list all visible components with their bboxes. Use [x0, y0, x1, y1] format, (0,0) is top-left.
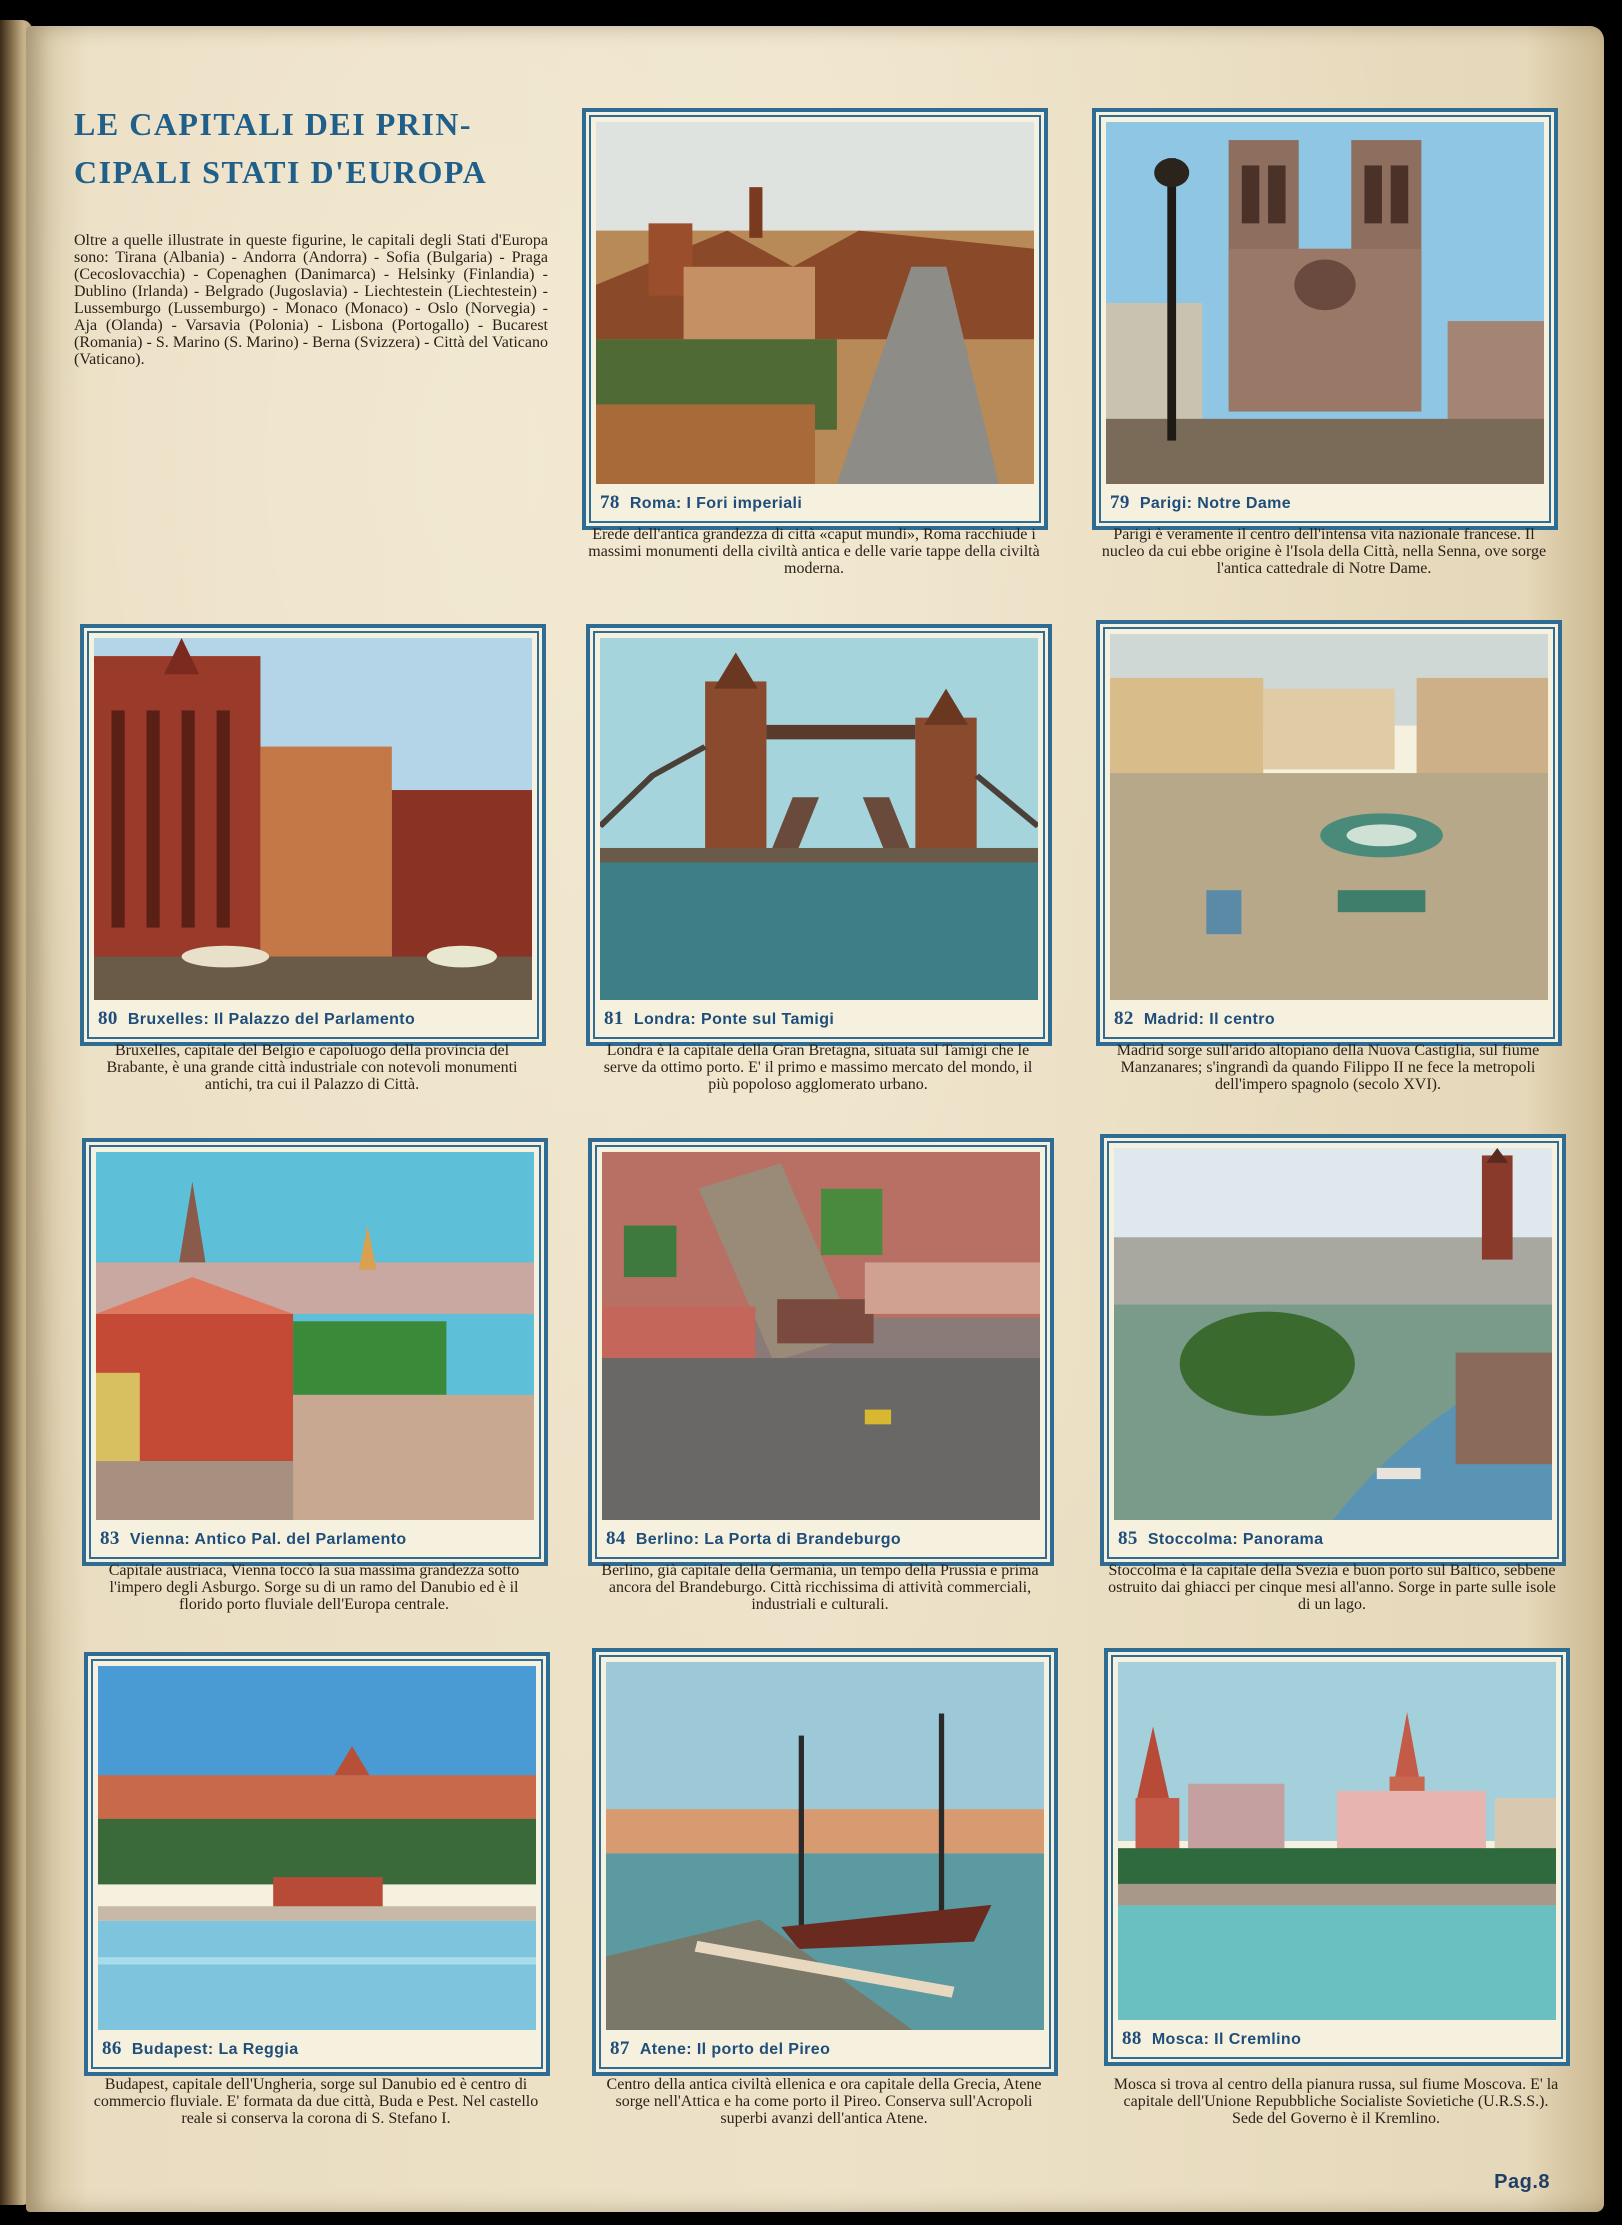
- description-79: Parigi è veramente il centro dell'intensa vita nazionale francese. Il nucleo da cui ebbe origine è l'Isola della Città, nella Senna, ove sorge l'antica cattedrale di Notre Dame.: [1101, 526, 1547, 577]
- sticker-card-88: [1104, 1648, 1570, 2066]
- sticker-caption: [1122, 2024, 1556, 2054]
- sticker-caption: [600, 488, 1034, 518]
- sticker-caption: [604, 1004, 1038, 1034]
- sticker-photo-budapest: [98, 1666, 536, 2030]
- sticker-card-87: [592, 1648, 1058, 2076]
- album-page: [26, 26, 1604, 2212]
- sticker-title: Parigi: Notre Dame: [1139, 495, 1292, 512]
- description-84: Berlino, già capitale della Germania, un tempo della Prussia e prima ancora del Brandeburgo. Città ricchissima di attività commerciali, industriali e culturali.: [601, 1562, 1039, 1613]
- sticker-caption: [1118, 1524, 1552, 1554]
- sticker-number: 86: [102, 2038, 122, 2059]
- sticker-title: Mosca: Il Cremlino: [1151, 2031, 1302, 2048]
- sticker-caption: [1114, 1004, 1548, 1034]
- sticker-number: 82: [1114, 1008, 1134, 1029]
- description-78: Erede dell'antica grandezza di città «caput mundi», Roma racchiude i massimi monumenti della civiltà antica e delle varie tappe della civiltà moderna.: [588, 526, 1040, 577]
- sticker-card-86: [84, 1652, 550, 2076]
- sticker-photo-brussels: [94, 638, 532, 1000]
- sticker-title: Berlino: La Porta di Brandeburgo: [635, 1531, 902, 1548]
- sticker-photo-moscow: [1118, 1662, 1556, 2020]
- sticker-caption: [606, 1524, 1040, 1554]
- sticker-title: Londra: Ponte sul Tamigi: [633, 1011, 835, 1028]
- description-80: Bruxelles, capitale del Belgio e capoluogo della provincia del Brabante, è una grande città industriale con notevoli monumenti antichi, tra cui il Palazzo di Città.: [106, 1042, 518, 1093]
- sticker-number: 83: [100, 1528, 120, 1549]
- sticker-card-79: [1092, 108, 1558, 530]
- sticker-title: Bruxelles: Il Palazzo del Parlamento: [127, 1011, 416, 1028]
- sticker-title: Roma: I Fori imperiali: [629, 495, 803, 512]
- sticker-title: Budapest: La Reggia: [131, 2041, 299, 2058]
- description-87: Centro della antica civiltà ellenica e ora capitale della Grecia, Atene sorge nell'Attica e ha come porto il Pireo. Conserva sull'Acropoli superbi avanzi dell'antica Atene.: [606, 2076, 1042, 2127]
- sticker-number: 87: [610, 2038, 630, 2059]
- sticker-caption: [100, 1524, 534, 1554]
- sticker-title: Madrid: Il centro: [1143, 1011, 1276, 1028]
- sticker-photo-vienna: [96, 1152, 534, 1520]
- sticker-title: Stoccolma: Panorama: [1147, 1531, 1324, 1548]
- description-88: Mosca si trova al centro della pianura russa, sul fiume Moscova. E' la capitale dell'Unione Repubbliche Socialiste Sovietiche (U.R.S.S.). Sede del Governo è il Kremlino.: [1113, 2076, 1559, 2127]
- sticker-caption: [610, 2034, 1044, 2064]
- sticker-caption: [1110, 488, 1544, 518]
- sticker-photo-rome: [596, 122, 1034, 484]
- sticker-card-82: [1096, 620, 1562, 1046]
- sticker-photo-athens: [606, 1662, 1044, 2030]
- sticker-caption: [98, 1004, 532, 1034]
- description-81: Londra è la capitale della Gran Bretagna, situata sul Tamigi che le serve da ottimo porto. E' il primo e massimo mercato del mondo, il più popoloso agglomerato urbano.: [603, 1042, 1033, 1093]
- sticker-card-78: [582, 108, 1048, 530]
- description-83: Capitale austriaca, Vienna toccò la sua massima grandezza sotto l'impero degli Asburgo. Sorge su di un ramo del Danubio ed è il florido porto fluviale dell'Europa centrale.: [108, 1562, 520, 1613]
- sticker-number: 81: [604, 1008, 624, 1029]
- description-85: Stoccolma è la capitale della Svezia e buon porto sul Baltico, sebbene ostruito dai ghiacci per cinque mesi all'anno. Sorge in parte sulle isole di un lago.: [1108, 1562, 1556, 1613]
- sticker-card-81: [586, 624, 1052, 1046]
- sticker-photo-madrid: [1110, 634, 1548, 1000]
- intro-text: Oltre a quelle illustrate in queste figurine, le capitali degli Stati d'Europa sono: Tirana (Albania) - Andorra (Andorra) - Sofia (Bulgaria) - Praga (Cecoslovacchia) - Copenaghen (Danimarca) - Helsinky (Finlandia) - Dublino (Irlanda) - Belgrado (Jugoslavia) - Liechtestein (Liechtestein) - Lussemburgo (Lussemburgo) - Monaco (Monaco) - Oslo (Norvegia) - Aja (Olanda) - Varsavia (Polonia) - Lisbona (Portogallo) - Bucarest (Romania) - S. Marino (S. Marino) - Berna (Svizzera) - Città del Vaticano (Vaticano).: [74, 232, 548, 368]
- sticker-number: 88: [1122, 2028, 1142, 2049]
- sticker-number: 78: [600, 492, 620, 513]
- sticker-photo-paris: [1106, 122, 1544, 484]
- sticker-photo-stockholm: [1114, 1148, 1552, 1520]
- description-86: Budapest, capitale dell'Ungheria, sorge sul Danubio ed è centro di commercio fluviale. E' formata da due città, Buda e Pest. Nel castello reale si conserva la corona di S. Stefano I.: [93, 2076, 539, 2127]
- sticker-number: 79: [1110, 492, 1130, 513]
- sticker-card-83: [82, 1138, 548, 1566]
- sticker-title: Atene: Il porto del Pireo: [639, 2041, 831, 2058]
- sticker-photo-berlin: [602, 1152, 1040, 1520]
- sticker-card-84: [588, 1138, 1054, 1566]
- description-82: Madrid sorge sull'arido altopiano della Nuova Castiglia, sul fiume Manzanares; s'ingrandì da quando Filippo II ne fece la metropoli dell'impero spagnolo (secolo XVI).: [1116, 1042, 1540, 1093]
- sticker-number: 85: [1118, 1528, 1138, 1549]
- sticker-title: Vienna: Antico Pal. del Parlamento: [129, 1531, 407, 1548]
- page-number: Pag.8: [1494, 2171, 1550, 2193]
- sticker-caption: [102, 2034, 536, 2064]
- sticker-card-80: [80, 624, 546, 1046]
- sticker-number: 84: [606, 1528, 626, 1549]
- sticker-photo-london: [600, 638, 1038, 1000]
- sticker-number: 80: [98, 1008, 118, 1029]
- page-title: LE CAPITALI DEI PRIN-CIPALI STATI D'EUROPA: [74, 106, 488, 190]
- sticker-card-85: [1100, 1134, 1566, 1566]
